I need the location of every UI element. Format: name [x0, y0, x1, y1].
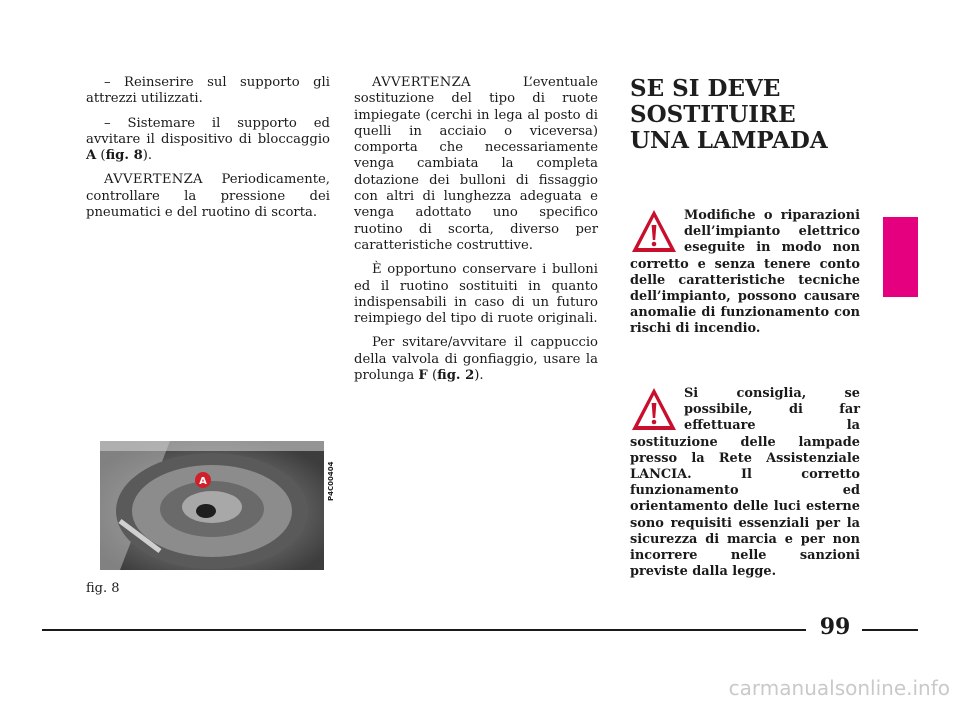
paragraph-warning-wheels	[354, 75, 598, 254]
warning-label: AVVERTENZA	[104, 172, 203, 188]
paragraph-text: Periodicamente, controllare la pressione dei pneumatici e del ruotino di scorta.	[86, 172, 330, 221]
title-line: SE SI DEVE	[630, 75, 781, 102]
ref-open: (	[96, 148, 106, 164]
ref-close: ).	[474, 368, 484, 384]
title-line: SOSTITUIRE	[630, 101, 796, 128]
component-letter: F	[418, 368, 428, 384]
footer-rule-left	[42, 629, 806, 631]
warning-text: Modifiche o riparazioni dell’impianto elettrico eseguite in modo non corretto e senza tenere conto delle caratteristiche tecniche dell’impianto, possono causare anomalie di funzionamento con rischi di incendio.	[630, 208, 860, 337]
paragraph-text: L’eventuale sostituzione del tipo di ruote impiegate (cerchi in lega al posto di quelli in acciaio o viceversa) comporta che necessariamente venga cambiata la completa dotazione dei bulloni di fissaggio con altri di lunghezza adeguata e venga adottato uno specifico ruotino di scorta, diverso per caratteristiche costruttive.	[354, 75, 598, 253]
component-letter: A	[86, 148, 97, 164]
ref-open: (	[427, 368, 438, 384]
ref-close: ).	[142, 148, 153, 164]
section-title	[630, 76, 870, 154]
paragraph-reinsert-tools: – Reinserire sul supporto gli attrezzi utilizzati.	[86, 75, 330, 107]
paragraph-text: Per svitare/avvitare il cappuccio della valvola di gonfiaggio, usare la prolunga	[354, 335, 598, 384]
figure-label: fig. 8	[86, 581, 120, 596]
spare-wheel-photo	[100, 441, 324, 570]
figure-code: P4C00404	[327, 461, 335, 501]
figure-ref: fig. 8	[105, 148, 143, 164]
paragraph-lock-device	[86, 116, 330, 165]
page-number: 99	[819, 614, 851, 640]
title-line: UNA LAMPADA	[630, 127, 828, 154]
footer-rule-right	[862, 629, 918, 631]
text-column-left	[86, 75, 330, 221]
chapter-tab	[883, 217, 918, 297]
paragraph-warning-pressure	[86, 172, 330, 221]
warning-box-electrical	[630, 208, 860, 338]
figure-ref: fig. 2	[437, 368, 475, 384]
paragraph-keep-bolts: È opportuno conservare i bulloni ed il ruotino sostituiti in quanto indispensabili in caso di un futuro reimpiego del tipo di ruote originali.	[354, 262, 598, 327]
warning-triangle-icon	[630, 386, 678, 432]
warning-label: AVVERTENZA	[372, 75, 471, 90]
paragraph-valve-cap	[354, 335, 598, 384]
warning-triangle-icon	[630, 208, 678, 254]
warning-box-lamp-service	[630, 386, 860, 580]
paragraph-text: – Sistemare il supporto ed avvitare il dispositivo di bloccaggio	[86, 115, 330, 147]
watermark: carmanualsonline.info	[728, 676, 950, 700]
figure-callout: A	[199, 476, 207, 487]
text-column-middle	[354, 75, 598, 392]
figure-photo-spare-wheel	[100, 441, 324, 570]
warning-text: Si consiglia, se possibile, di far effettuare la sostituzione delle lampade presso la Rete Assistenziale LANCIA. Il corretto funzionamento ed orientamento delle luci esterne sono requisiti essenziali per la sicurezza di marcia e per non incorrere nelle sanzioni previste dalla legge.	[630, 386, 860, 580]
